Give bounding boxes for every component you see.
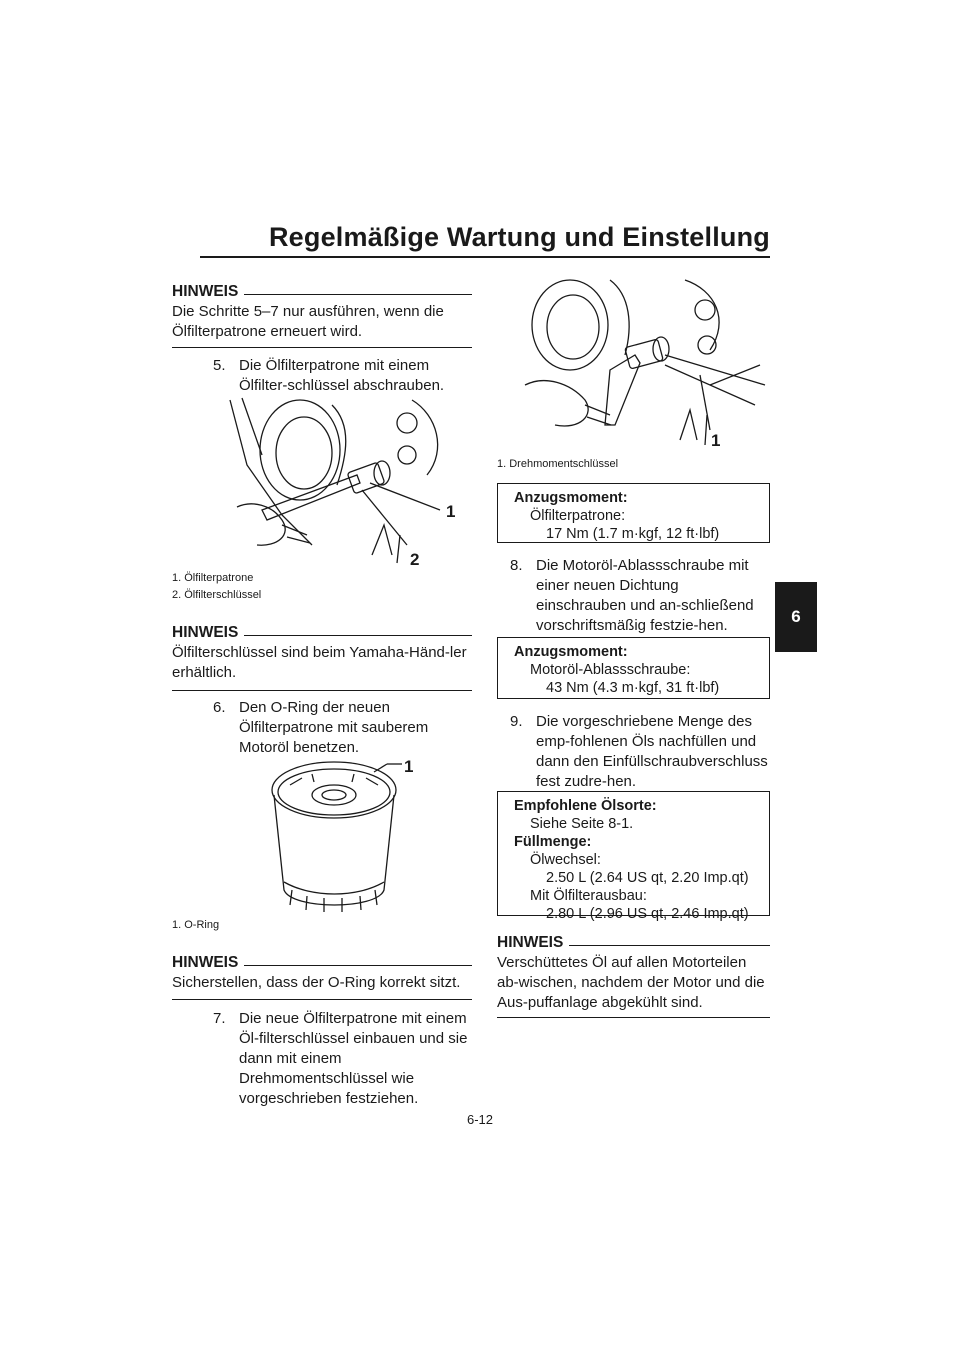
note-rule (172, 999, 472, 1000)
note-rule (497, 1017, 770, 1018)
chapter-tab: 6 (775, 582, 817, 652)
torque-wrench-illustration (515, 275, 770, 450)
fig1-callout-2: 2 (410, 550, 420, 569)
fig1-callout-1: 1 (446, 502, 456, 521)
fig1-caption-2: 2. Ölfilterschlüssel (172, 589, 262, 601)
step-6: 6. Den O-Ring der neuen Ölfilterpatrone mit sauberem Motoröl benetzen. (213, 699, 429, 756)
step-9: 9. Die vorgeschriebene Menge des emp-fohlenen Öls nachfüllen und dann den Einfüllschraubverschluss fest zudre-hen. (510, 713, 768, 790)
step-7: 7. Die neue Ölfilterpatrone mit einem Öl-filterschlüssel einbauen und sie dann mit einem Drehmomentschlüssel wie vorgeschrieben festziehen. (213, 1010, 468, 1107)
note-heading: HINWEIS (172, 283, 472, 301)
oil-filter-wrench-illustration (222, 395, 472, 570)
note-text: Verschüttetes Öl auf allen Motorteilen ab-wischen, nachdem der Motor und die Aus-puffanlage abgekühlt sind. (497, 954, 765, 1011)
step-8: 8. Die Motoröl-Ablassschraube mit einer neuen Dichtung einschrauben und an-schließend vorschriftsmäßig festzie-hen. (510, 557, 754, 634)
torque-spec-box: Anzugsmoment: Ölfilterpatrone: 17 Nm (1.7 m·kgf, 12 ft·lbf) (497, 483, 770, 543)
note-text: Sicherstellen, dass der O-Ring korrekt sitzt. (172, 974, 461, 991)
note-heading: HINWEIS (497, 934, 770, 952)
step-5: 5. Die Ölfilterpatrone mit einem Ölfilter-schlüssel abschrauben. (213, 357, 445, 394)
torque-spec-box: Anzugsmoment: Motoröl-Ablassschraube: 43 Nm (4.3 m·kgf, 31 ft·lbf) (497, 637, 770, 699)
note-text: Ölfilterschlüssel sind beim Yamaha-Händ-ler erhältlich. (172, 644, 467, 681)
note-heading: HINWEIS (172, 624, 472, 642)
fig3-callout-1: 1 (711, 431, 721, 450)
title-rule (200, 256, 770, 258)
page-title: Regelmäßige Wartung und Einstellung (268, 222, 770, 252)
fig2-callout-1: 1 (404, 757, 414, 776)
page-number: 6-12 (466, 1112, 494, 1127)
fig1-caption-1: 1. Ölfilterpatrone (172, 572, 254, 584)
fig2-caption-1: 1. O-Ring (172, 919, 220, 931)
note-text: Die Schritte 5–7 nur ausführen, wenn die Ölfilterpatrone erneuert wird. (172, 303, 444, 340)
oil-filter-cartridge-illustration (262, 750, 422, 915)
note-rule (172, 690, 472, 691)
fig3-caption-1: 1. Drehmomentschlüssel (497, 458, 619, 470)
oil-spec-box: Empfohlene Ölsorte: Siehe Seite 8-1. Füllmenge: Ölwechsel: 2.50 L (2.64 US qt, 2.20 Imp.qt) Mit Ölfilterausbau: 2.80 L (2.96 US qt, 2.46 Imp.qt) (497, 791, 770, 916)
note-rule (172, 347, 472, 348)
note-heading: HINWEIS (172, 954, 472, 972)
